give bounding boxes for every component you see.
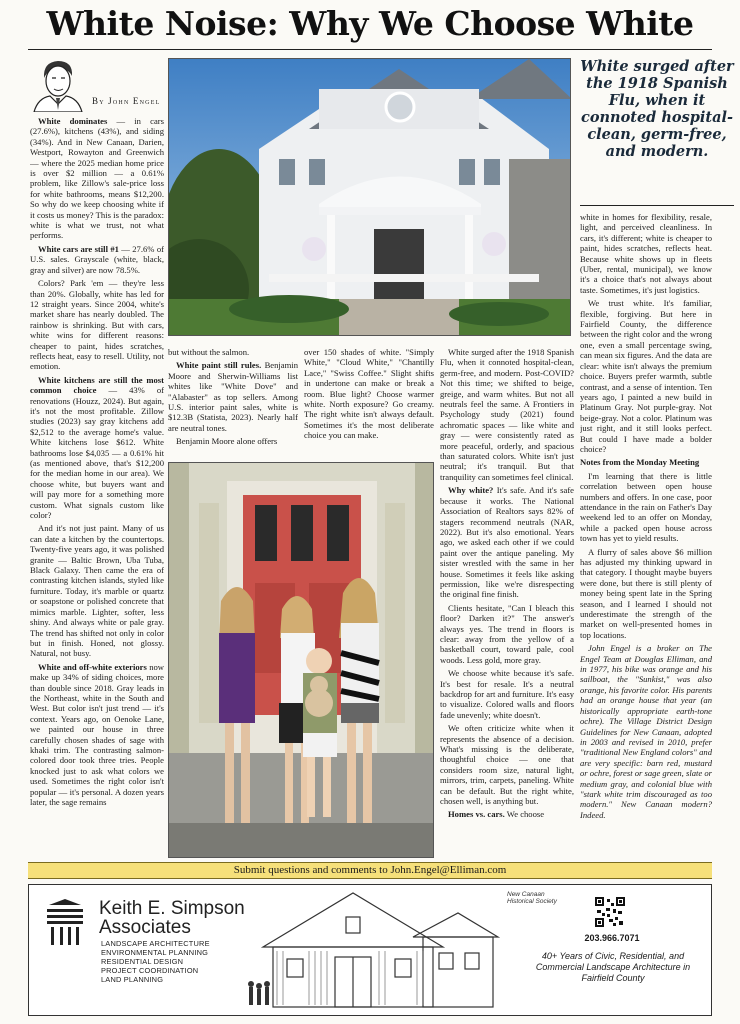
paragraph: It's safe. And it's safe because it works. The National Association of Realtors says 82% of stagers recommend neutrals (NAR, 2022). But it's also emotional. Years ago, we asked each other if we could paint over the antique paneling. My sister wrestled with the same in her house. Sometimes it feels like asking permission, like we're disrespecting the original fine finish. (440, 485, 574, 600)
submit-text: Submit questions and comments to John.Engel@Elliman.com (233, 864, 507, 876)
barn-illustration (243, 887, 503, 1013)
paragraph: Benjamin Moore and Sherwin-Williams list whites like "White Dove" and "Alabaster" as top sellers. Among U.S. interior paint sales, white is $12.3B (Statista, 2023). Nearly half are neutral tones. (168, 360, 298, 433)
headline: White Noise: Why We Choose White (46, 4, 694, 43)
column-2 (168, 347, 298, 459)
photo-credit: New Canaan Historical Society (507, 891, 557, 905)
lead-white-kitchens: White kitchens are still the most common choice (30, 374, 164, 396)
submit-bar (28, 862, 712, 879)
company-logo (43, 899, 87, 945)
paragraph: We often criticize white when it represents the absence of a decision. What's missing is the deliberate, thoughtful choice — one that considers room size, natural light, mirrors, trim, carpets, paneling. White can be default. But the right white, chosen well, is anything but. (440, 723, 574, 807)
paragraph: White surged after the 1918 Spanish Flu, when it connoted hospital-clean, germ-free, and modern. Post-COVID? Not this time; we shifted to beige, greige, and warm whites. But not all neutrals feel the same. A Frontiers in Psychology study (2021) found achromatic spaces — like white and gray — were consistently rated as more peaceful, orderly, and spacious than saturated colors. White isn't just neutral; it's tranquil. But that tranquility can sometimes feel clinical. (440, 347, 574, 482)
company-name (99, 899, 245, 937)
lead-white-exteriors: White and off-white exteriors (38, 661, 147, 672)
advertisement (28, 884, 712, 1016)
subhead-monday-meeting: Notes from the Monday Meeting (580, 457, 700, 468)
house-photo (168, 58, 571, 336)
column-3 (304, 347, 434, 459)
author-bio: John Engel is a broker on The Engel Team at Douglas Elliman, and in 1977, his bike was orange and his sailboat, the "Sunkist," was also orange, his favorite color. His parents had an orange house that year (an historically appropriate earth-tone ochre). The Village District Design Guidelines for New Canaan, adopted in 2003 and revised in 2010, prefer "traditional New England colors" and are very specific: barn red, mustard or ochre, forest or sage green, slate or medium gray, and colonial blue with "stark white trim discouraged as too modern." New Canaan modern? Indeed. (580, 643, 712, 820)
qr-code (595, 897, 625, 927)
paragraph: — 43% of renovations (Houzz, 2024). But again, it's not the most profitable. Zillow studies (2023) say gray kitchens add $2,512 to the average home's value. White kitchens lose $612. White bathrooms lose $4,035 — a 0.61% hit (as mentioned above, that's $12,200 for the median home in our area). We choose white, but buyers want and will pay more for a something more custom. What signals custom like color? (30, 385, 164, 521)
paragraph: but without the salmon. (168, 347, 250, 357)
service-item: RESIDENTIAL DESIGN (101, 957, 184, 966)
paragraph: We choose (504, 809, 545, 820)
lead-white-cars: White cars are still #1 (38, 243, 119, 254)
column-1 (30, 116, 164, 860)
lead-white-dominates: White dominates (38, 116, 108, 126)
column-5 (580, 212, 712, 860)
paragraph: A flurry of sales above $6 million has adjusted my thinking upward in that category. I thought maybe buyers were done, but there is still plenty of money being spent late in the Spring season, and I learned I should not underestimate the strength of the market on well-presented homes in top locations. (580, 546, 712, 640)
children-door-photo (168, 462, 434, 858)
paragraph: now make up 34% of siding choices, more than double since 2018. Gray leads in the Northeast, white in the South and West. But color isn't just trend — it's context. Years ago, on Oenoke Lane, we painted our house in three carefully chosen shades of sage with khaki trim. The contrasting salmon-colored door took three tries. People knocked just to ask what colors we used. Sometimes the right color isn't popular — it's personal. A dozen years later, the sage remains (30, 661, 164, 807)
paragraph: I'm learning that there is little correlation between open house numbers and offers. In one case, poor attendance in the rain on Father's Day weekend led to an offer on Monday, while a packed open house across town has yet to yield results. (580, 470, 712, 544)
paragraph: Benjamin Moore alone offers (176, 436, 278, 447)
paragraph: — 27.6% of U.S. sales. Grayscale (white, black, gray and silver) are now 78.5%. (30, 243, 164, 275)
service-item: PROJECT COORDINATION (101, 966, 199, 975)
services-list (101, 939, 210, 984)
paragraph: And it's not just paint. Many of us can date a kitchen by the countertops. Twenty-five years ago, it was polished granite — Baltic Brown, Uba Tuba, Black Galaxy. Then came the era of contrasting kitchen islands, styled like furniture. Today, it's marble or quartz or soapstone or polished concrete that mimics marble. Lighter, softer, less shiny. And always white or pale gray. The trend has shifted not only in color but in finish. Honed, not glossy. Natural, not busy. (30, 523, 164, 659)
pull-quote-rule (580, 205, 734, 206)
column-4 (440, 347, 574, 859)
phone-number: 203.966.7071 (584, 933, 640, 943)
paragraph: — in cars (27.6%), kitchens (43%), and siding (34%). And in New Canaan, Darien, Westport, Rowayton and Greenwich — where the 2025 median home price is over $2 million — a 0.61% problem, like Zillow's sale-price loss for white bathrooms, means $12,200. So why do we keep choosing white if it costs us money? This is the paradox: white is what we trust, not what performs. (30, 116, 164, 241)
headline-rule (28, 49, 712, 50)
service-item: LANDSCAPE ARCHITECTURE (101, 939, 210, 948)
service-item: LAND PLANNING (101, 975, 164, 984)
service-item: ENVIRONMENTAL PLANNING (101, 948, 209, 957)
paragraph: We trust white. It's familiar, flexible, forgiving. But here in Fairfield County, the difference between the right color and the wrong one, even a small percentage swing, can mean six figures. And the data are clear: white isn't always the premium choice. Buyers prefer warmth, subtle contrast, and a sense of intention. Ten years ago, I painted a new build in Platinum Gray. Not purple-gray. Not beige-gray. Not a color. Platinum was just right, and it still looks perfect. But could I have made a bolder choice? (580, 298, 712, 454)
paragraph: Clients hesitate, "Can I bleach this floor? Darken it?" The answer's always yes. The trend in floors is clear: away from the yellow of a basketball court, toward pale, cool woods. Less gold, more gray. (440, 602, 574, 665)
paragraph: white in homes for flexibility, resale, light, and perceived cleanliness. In cars, it's different; white is cheaper to paint, hides scratches, reflects heat. Because white shows up in fleets (Uber, rental, municipal), we know it's a choice that's not always about taste. Sometimes, it's just logistics. (580, 212, 712, 295)
pull-quote: White surged after the 1918 Spanish Flu, when it connoted hospital-clean, germ-free, and modern. (580, 58, 734, 160)
paragraph: We choose white because it's safe. It's best for resale. It's a neutral backdrop for art and furniture. It's easy to visualize. Colored walls and floors fade unevenly; white doesn't. (440, 668, 574, 720)
author-portrait (30, 54, 86, 112)
paragraph: Colors? Park 'em — they're less than 20%. Globally, white has led for 12 straight years. Since 2004, white's market share has nearly doubled. The rainbow is shrinking. But with cars, white wins for different reasons: cheaper to paint, hides scratches, reflects heat, easy to resell. Utility, not emotion. (30, 278, 164, 372)
paragraph: over 150 shades of white. "Simply White," "Cloud White," "Chantilly Lace," "Swiss Coffee." Slight shifts in undertone can make or break a room. Blue light? Choose warmer white. North exposure? Go creamy. The right white isn't always default. Sometimes it's the most deliberate choice you can make. (304, 347, 434, 441)
company-name-line-1: Keith E. Simpson (99, 898, 245, 919)
lead-homes-vs-cars: Homes vs. cars. (448, 809, 505, 820)
lead-white-paint: White paint still rules. (176, 360, 262, 371)
company-name-line-2: Associates (99, 917, 191, 938)
byline: By John Engel (92, 96, 161, 106)
ad-tagline: 40+ Years of Civic, Residential, and Commercial Landscape Architecture in Fairfield County (535, 951, 691, 983)
lead-why-white: Why white? (448, 485, 494, 496)
